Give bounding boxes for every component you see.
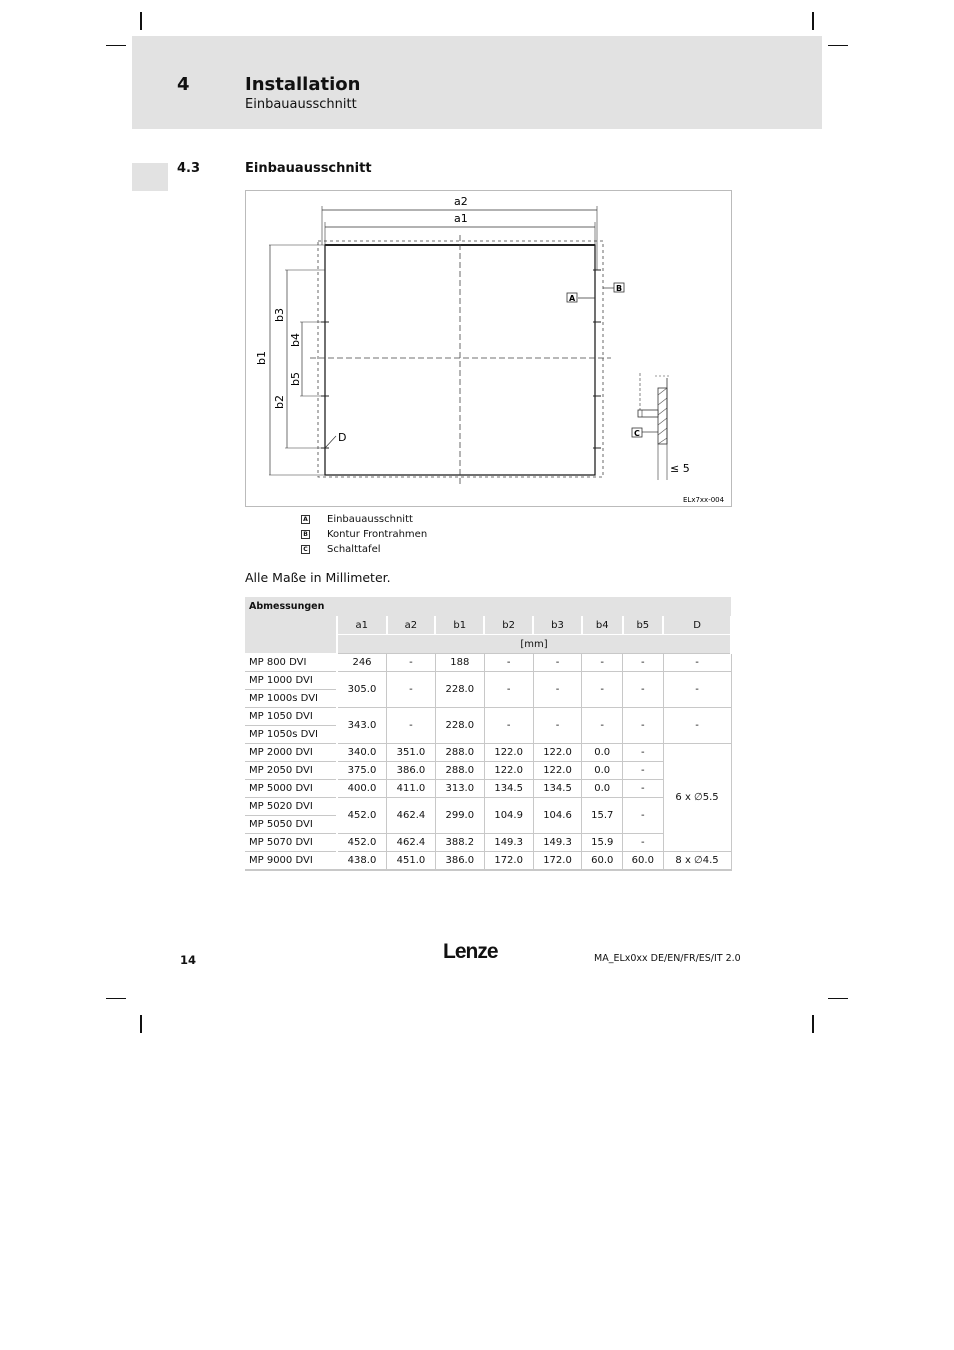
cell: 122.0 xyxy=(484,744,533,762)
cell: 122.0 xyxy=(533,744,582,762)
dim-label-a1: a1 xyxy=(454,212,468,225)
cell: 149.3 xyxy=(533,834,582,852)
cell: 15.7 xyxy=(582,798,623,834)
cell: - xyxy=(387,708,436,744)
cell: - xyxy=(484,708,533,744)
cell: 228.0 xyxy=(435,708,484,744)
cell: 188 xyxy=(435,654,484,672)
section-number: 4.3 xyxy=(177,161,201,176)
col-header: D xyxy=(663,616,731,635)
cell: - xyxy=(663,672,731,708)
cell: - xyxy=(533,654,582,672)
model-name: MP 1050 DVI xyxy=(245,708,337,726)
cell: 375.0 xyxy=(337,762,387,780)
legend-item xyxy=(301,527,427,542)
cell: 0.0 xyxy=(582,744,623,762)
table-row xyxy=(245,708,731,726)
table-corner xyxy=(245,616,337,654)
cell: 122.0 xyxy=(484,762,533,780)
cell: 451.0 xyxy=(387,852,436,871)
cell: 313.0 xyxy=(435,780,484,798)
model-name: MP 5050 DVI xyxy=(245,816,337,834)
cell: - xyxy=(582,708,623,744)
cell: - xyxy=(663,654,731,672)
dim-label-b5: b5 xyxy=(289,372,302,386)
col-header: b4 xyxy=(582,616,623,635)
legend-text: Kontur Frontrahmen xyxy=(327,529,428,540)
cell: 288.0 xyxy=(435,762,484,780)
cell: 452.0 xyxy=(337,834,387,852)
cell: - xyxy=(623,672,664,708)
cell: 172.0 xyxy=(484,852,533,871)
col-header: a2 xyxy=(387,616,436,635)
legend-key: A xyxy=(301,515,310,524)
dim-label-b4: b4 xyxy=(289,333,302,347)
model-name: MP 2000 DVI xyxy=(245,744,337,762)
cell: 60.0 xyxy=(623,852,664,871)
units-note: Alle Maße in Millimeter. xyxy=(245,570,391,585)
dim-label-b2: b2 xyxy=(273,395,286,409)
cell: 104.9 xyxy=(484,798,533,834)
col-header: a1 xyxy=(337,616,387,635)
cell: 228.0 xyxy=(435,672,484,708)
model-name: MP 1000s DVI xyxy=(245,690,337,708)
figure-id: ELx7xx-004 xyxy=(683,496,725,504)
cell: - xyxy=(623,708,664,744)
cell: 388.2 xyxy=(435,834,484,852)
model-name: MP 1050s DVI xyxy=(245,726,337,744)
marker-d: D xyxy=(338,431,347,444)
model-name: MP 5020 DVI xyxy=(245,798,337,816)
model-name: MP 2050 DVI xyxy=(245,762,337,780)
cell: 411.0 xyxy=(387,780,436,798)
cell: 172.0 xyxy=(533,852,582,871)
marker-a: A xyxy=(569,294,576,303)
cell: 15.9 xyxy=(582,834,623,852)
cell: 122.0 xyxy=(533,762,582,780)
model-name: MP 800 DVI xyxy=(245,654,337,672)
dim-label-le5: ≤ 5 xyxy=(670,462,690,475)
legend-text: Schalttafel xyxy=(327,544,381,555)
table-row xyxy=(245,762,731,780)
header-band xyxy=(132,36,822,129)
cell: 288.0 xyxy=(435,744,484,762)
cell: - xyxy=(533,708,582,744)
cell: - xyxy=(623,654,664,672)
model-name: MP 9000 DVI xyxy=(245,852,337,871)
cell: 134.5 xyxy=(484,780,533,798)
dim-label-b1: b1 xyxy=(255,351,268,365)
table-row xyxy=(245,834,731,852)
legend-item xyxy=(301,542,427,557)
cell: 452.0 xyxy=(337,798,387,834)
cell: - xyxy=(582,654,623,672)
cell: 104.6 xyxy=(533,798,582,834)
cell: 386.0 xyxy=(435,852,484,871)
cell: 0.0 xyxy=(582,762,623,780)
cell: 462.4 xyxy=(387,798,436,834)
legend-key: B xyxy=(301,530,310,539)
dim-label-a2: a2 xyxy=(454,195,468,208)
table-row xyxy=(245,780,731,798)
marker-b: B xyxy=(616,284,623,293)
table-row xyxy=(245,672,731,690)
cell: 438.0 xyxy=(337,852,387,871)
cell: 149.3 xyxy=(484,834,533,852)
model-name: MP 5000 DVI xyxy=(245,780,337,798)
dimensions-table xyxy=(245,597,732,871)
cell: 246 xyxy=(337,654,387,672)
col-header: b5 xyxy=(623,616,664,635)
cell: 8 x ∅4.5 xyxy=(663,852,731,871)
cell: 343.0 xyxy=(337,708,387,744)
cell: - xyxy=(533,672,582,708)
table-caption: Abmessungen xyxy=(245,597,731,616)
table-row xyxy=(245,798,731,816)
cutout-drawing xyxy=(245,190,732,507)
unit-row: [mm] xyxy=(337,635,731,654)
figure-legend xyxy=(301,512,427,557)
cell: - xyxy=(484,654,533,672)
table-row xyxy=(245,852,731,871)
cell: - xyxy=(623,834,664,852)
legend-text: Einbauausschnitt xyxy=(327,514,413,525)
page-number: 14 xyxy=(180,953,197,967)
cell: 351.0 xyxy=(387,744,436,762)
col-header: b1 xyxy=(435,616,484,635)
legend-item xyxy=(301,512,427,527)
cell: - xyxy=(623,744,664,762)
cell: - xyxy=(582,672,623,708)
chapter-title: Installation xyxy=(245,74,361,95)
cell: 299.0 xyxy=(435,798,484,834)
cell: - xyxy=(623,798,664,834)
cell: 0.0 xyxy=(582,780,623,798)
cell: - xyxy=(663,708,731,744)
chapter-number: 4 xyxy=(177,74,190,95)
lenze-logo: Lenze xyxy=(443,940,498,963)
cell: - xyxy=(623,762,664,780)
table-row xyxy=(245,654,731,672)
section-tab xyxy=(132,163,168,191)
cell: 60.0 xyxy=(582,852,623,871)
model-name: MP 1000 DVI xyxy=(245,672,337,690)
model-name: MP 5070 DVI xyxy=(245,834,337,852)
cell: 340.0 xyxy=(337,744,387,762)
cell: - xyxy=(387,672,436,708)
legend-key: C xyxy=(301,545,310,554)
document-id: MA_ELx0xx DE/EN/FR/ES/IT 2.0 xyxy=(594,953,741,964)
table-row xyxy=(245,744,731,762)
dim-label-b3: b3 xyxy=(273,308,286,322)
col-header: b3 xyxy=(533,616,582,635)
cell: 305.0 xyxy=(337,672,387,708)
cell-d-shared: 6 x ∅5.5 xyxy=(663,744,731,852)
cell: 134.5 xyxy=(533,780,582,798)
cell: - xyxy=(623,780,664,798)
cell: 462.4 xyxy=(387,834,436,852)
cell: - xyxy=(387,654,436,672)
chapter-subtitle: Einbauausschnitt xyxy=(245,97,357,112)
cell: - xyxy=(484,672,533,708)
col-header: b2 xyxy=(484,616,533,635)
section-title: Einbauausschnitt xyxy=(245,161,372,176)
cell: 386.0 xyxy=(387,762,436,780)
marker-c: C xyxy=(634,429,640,438)
cell: 400.0 xyxy=(337,780,387,798)
